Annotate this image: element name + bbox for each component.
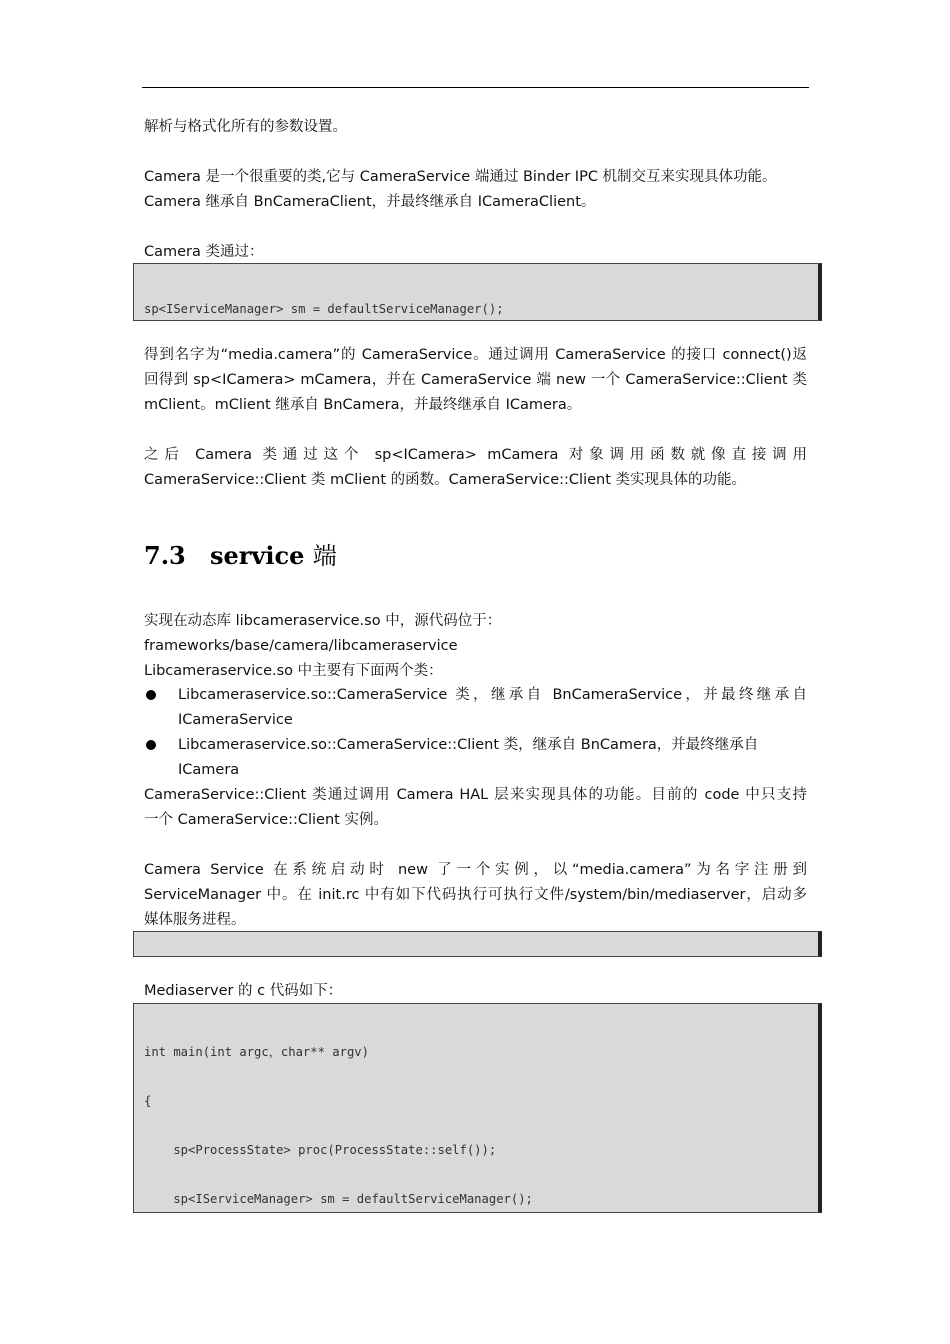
- paragraph-client-hal-line2: 一个 CameraService::Client 实例。: [144, 812, 388, 828]
- code-block-init-rc: [133, 931, 822, 957]
- section-heading: [144, 538, 337, 574]
- section-number: 7.3: [144, 541, 186, 570]
- bullet-item-client: Libcameraservice.so::CameraService::Client 类，继承自 BnCamera，并最终继承自 ICamera: [178, 737, 759, 778]
- bullet-icon: [146, 690, 156, 700]
- paragraph-client-hal-line1: CameraService::Client 类通过调用 Camera HAL 层来实现具体的功能。目前的 code 中只支持: [144, 787, 807, 803]
- bullet-item-camera-service-line2: ICameraService: [178, 712, 293, 728]
- bullet-icon: [146, 740, 156, 750]
- paragraph-camera-service-start-line3: 媒体服务进程。: [144, 912, 246, 928]
- paragraph-media-camera-line2: 回得到 sp<ICamera> mCamera，并在 CameraService 端 new 一个 CameraService::Client 类: [144, 372, 807, 388]
- code-line: int main(int argc，char** argv): [144, 1044, 369, 1059]
- paragraph-library-location: 实现在动态库 libcameraservice.so 中，源代码位于：frameworks/base/camera/libcameraservice: [144, 613, 502, 654]
- paragraph-mediaserver-code: Mediaserver 的 c 代码如下：: [144, 983, 343, 999]
- code-block-get-service: [133, 263, 822, 321]
- paragraph-camera-via: Camera 类通过：: [144, 244, 264, 260]
- paragraph-media-camera-line1: 得到名字为“media.camera”的 CameraService。通过调用 CameraService 的接口 connect()返: [144, 347, 807, 363]
- paragraph-camera-class-line2: Camera 继承自 BnCameraClient，并最终继承自 ICameraClient。: [144, 194, 596, 210]
- paragraph-intro: 解析与格式化所有的参数设置。: [144, 119, 347, 135]
- paragraph-after-line1: 之后 Camera 类通过这个 sp<ICamera> mCamera 对象调用函数就像直接调用: [144, 447, 807, 463]
- section-title-latin: service: [210, 541, 305, 570]
- header-rule: [142, 87, 809, 88]
- paragraph-camera-service-start-line2: ServiceManager 中。在 init.rc 中有如下代码执行可执行文件/system/bin/mediaserver，启动多: [144, 887, 807, 903]
- code-line: sp<ProcessState> proc(ProcessState::self());: [144, 1143, 497, 1158]
- code-block-mediaserver-main: [133, 1003, 822, 1213]
- code-line: sp<IServiceManager> sm = defaultServiceManager();: [144, 1192, 533, 1207]
- paragraph-media-camera-line3: mClient。mClient 继承自 BnCamera，并最终继承自 ICamera。: [144, 397, 582, 413]
- code-line: {: [144, 1094, 152, 1109]
- bullet-item-camera-service-line1: Libcameraservice.so::CameraService 类，继承自 BnCameraService，并最终继承自: [178, 687, 807, 703]
- code-line: sp<IServiceManager> sm = defaultServiceManager();: [144, 301, 504, 316]
- section-title-cjk: 端: [312, 542, 337, 570]
- paragraph-after-line2: CameraService::Client 类 mClient 的函数。CameraService::Client 类实现具体的功能。: [144, 472, 747, 488]
- paragraph-camera-service-start-line1: Camera Service 在系统启动时 new 了一个实例，以“media.camera”为名字注册到: [144, 862, 807, 878]
- paragraph-camera-class-line1: Camera 是一个很重要的类,它与 CameraService 端通过 Binder IPC 机制交互来实现具体功能。: [144, 169, 777, 185]
- paragraph-two-classes: Libcameraservice.so 中主要有下面两个类：: [144, 663, 443, 679]
